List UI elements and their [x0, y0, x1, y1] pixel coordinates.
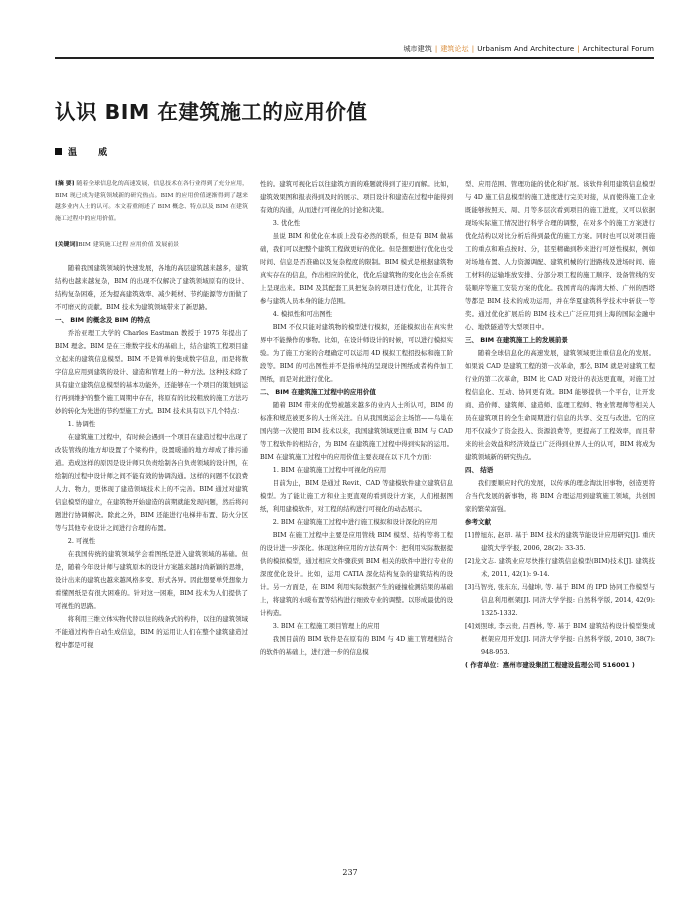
section-3-heading: 三、 BIM 在建筑施工上的发展前景: [465, 336, 568, 344]
reference-item: [1]曾旭东, 赵昂. 基于 BIM 技术的建筑节能设计应用研究[J]. 重庆建筑大学学报, 2006, 28(2): 33-35.: [465, 531, 655, 552]
section-3-paragraph-1: 随着全球信息化的高速发展，建筑领域更注重信息化的发展。如果说 CAD 是建筑工程的第一次革命，那么 BIM 就是对建筑工程行业的第二次革命，BIM 比 CAD 对设计的表达更直观，对施工过程信息化、互动、协同更有效。BIM 能够提供一个平台，让开发商、造价师、建筑师、建造师、监理工程师、物业管理师等相关人员在建筑项目的全生命周期进行信息的共享、交互与改进。它的应用不仅减少了资金投入、资源浪费等，更提高了工程效率，而且带来的社会效益和经济效益已广泛得到业界人士的认可，BIM 将成为建筑领域新的研究热点。: [465, 349, 655, 461]
column-3-continued-paragraph: 型、应用范围、管理功能的优化和扩展。该软件利用建筑信息模型与 4D 施工信息模型的施工进度进行完美对接，从而使得施工企业既能够按照天、周、月等多层次看到项目的施工进度，又可以依据现场实际施工情况进行科学合理的调整，在对多个的施工方案进行优化结构以对比分析后得到最优的施工方案。同时也可以对项目施工的重点和难点按时、分，甚至精确到秒来进行可逆性模拟，例如对场地布置、人力资源调配、建筑机械的行进路线及进场时间、施工材料的运输堆放安排、分部分项工程的施工顺序、设备管线的安装顺序等施工安装方案的优化。我国青岛的海湾大桥、广州的西塔等都是 BIM 技术的成功运用，并在华夏建筑科学技术中斩获一等奖。通过优化扩展后的 BIM 技术已广泛应用到上海的国际金融中心、地铁隧道等大型项目中。: [465, 180, 655, 331]
section-4-heading: 四、 结语: [465, 466, 494, 474]
header-rule: [55, 57, 654, 59]
intro-paragraph: 随着我国建筑领域的快速发展，各地的高层建筑越来越多，建筑结构也越来越复杂，BIM 的出现不仅解决了建筑领域原有的设计、结构复杂困难，还为提高建筑效率、减少耗材、节约能源等方面做了不可磨灭的贡献。BIM 技术为建筑领域带来了新思路。: [55, 263, 248, 311]
section-1-paragraph-6: BIM 不仅只能对建筑物的模型进行模拟，还能模拟出在真实世界中不能操作的事物。比如，在设计师设计的时候，可以进行模拟实验。为了施工方案的合理确定可以运用 4D 模拟工程招投标和施工阶段等。BIM 的可出图性并不是指单纯的呈现设计图纸或者构件加工图纸，而是对此进行优化。: [260, 323, 453, 383]
reference-item: [4]刘照球, 李云贵, 吕西林, 等. 基于 BIM 建筑结构设计模型集成框架应用开发[J]. 同济大学学报: 自然科学版, 2010, 38(7): 948-953.: [465, 622, 655, 656]
section-2-paragraph-4: 我国目前的 BIM 软件是在原有的 BIM 与 4D 施工管理相结合的软件的基础上，进行进一步的信息模: [260, 635, 453, 656]
author-name: 温 威: [68, 148, 117, 158]
header-section: 城市建筑: [403, 45, 432, 53]
header-column-en: Architectural Forum: [582, 45, 654, 53]
abstract-text: 随着全球信息化的高速发展，信息技术在各行业得到了充分应用，BIM 现已成为建筑领域新的研究热点。BIM 的应用价值逐渐得到了越来越多业内人士的认可。本文着重阐述了 BIM 概念、特点以及 BIM 在建筑施工过程中的应用价值。: [55, 181, 248, 222]
section-1-heading: 一、 BIM 的概念及 BIM 的特点: [55, 315, 151, 324]
section-2-paragraph-2: 目前为止，BIM 是通过 Revit、CAD 等建模软件建立建筑信息模型。为了能让施工方和业主更直观的看到设计方案，人们根据图纸，利用建模软件，对工程的结构进行可视化的动态展示。: [260, 479, 453, 513]
keywords-text: BIM 建筑施工过程 应用价值 发展前景: [78, 242, 180, 248]
section-2-subheading-3: 3. BIM 在工程施工项目管理上的应用: [272, 622, 380, 630]
header-journal-en: Urbanism And Architecture: [477, 45, 575, 53]
keywords: [55, 239, 248, 252]
column-3: [465, 178, 655, 672]
keywords-label: [关键词]: [55, 241, 79, 248]
section-2-subheading-1: 1. BIM 在建筑施工过程中可视化的应用: [272, 466, 387, 474]
reference-item: [2]龙文志. 建筑业应尽快推行建筑信息模型(BIM)技术[J]. 建筑技术, 2011, 42(1): 9-14.: [465, 557, 655, 578]
section-1-subheading-4: 4. 模拟性和可出图性: [272, 310, 333, 318]
header-text: 城市建筑 | 建筑论坛 | Urbanism And Architecture | Architectural Forum: [403, 45, 654, 53]
author-line: [55, 145, 116, 158]
section-1-paragraph-4: 将利用三维立体实物代替以往的线条式的构件，以往的建筑领域不能通过构件自动生成信息，BIM 的运用让人们在整个建筑建造过程中都是可视: [55, 614, 248, 649]
section-1-subheading-3: 3. 优化性: [272, 219, 301, 227]
header-column-cn: 建筑论坛: [440, 45, 469, 53]
section-2-heading: 二、 BIM 在建筑施工过程中的应用价值: [260, 388, 376, 396]
section-2-paragraph-1: 随着 BIM 带来的优势被越来越多的业内人士所认可，BIM 的标准和规范被更多的人士所关注。自从我国奥运会主场馆——鸟巢在国内第一次使用 BIM 技术以来，我国建筑领域更注重 BIM 与 CAD 等工程软件的相结合，为 BIM 在建筑施工过程中得到实际的运用。BIM 在建筑施工过程中的应用价值主要表现在以下几个方面：: [260, 401, 453, 461]
column-2-continued-paragraph: 性的。建筑可视化后以往建筑方面的难题就得到了迎刃而解。比如，建筑效果图和报表得到及时的展示、项目设计和建造在过程中能得到有效的沟通，从而进行可视化的讨论和决策。: [260, 180, 453, 214]
section-1-subheading-2: 2. 可视性: [67, 536, 96, 545]
section-1-paragraph-3: 在我国传统的建筑领域学会看图纸是进入建筑领域的基础。但是，随着今年设计师与建筑原本的设计方案越来越时尚新颖的思维，设计出来的建筑也越来越风格多变、形式各异。因此想要单凭想象力看懂图纸是有很大困难的。针对这一困难，BIM 技术为人们提供了可视性的思路。: [55, 549, 248, 610]
section-2-paragraph-3: BIM 在施工过程中主要是应用管线 BIM 模型、结构等将工程的设计进一步深化。体现这种应用的方法有两个：把利用实际数据提供的模拟模型，通过相应文件骤获到 BIM 相关的软件中进行专业的深度优化设计。比如，运用 CATIA 深化结构复杂的建筑结构的设计。另一方面是，在 BIM 利用实际数据产生的碰撞检测结果的基础上，将建筑的水暖布置等结构进行细致专业的调整。以形成最优的设计构造。: [260, 531, 453, 617]
references-title: 参考文献: [465, 518, 491, 526]
section-2-subheading-2: 2. BIM 在建筑施工过程中进行施工模拟和设计深化的应用: [272, 518, 438, 526]
section-4-paragraph-1: 我们要顺应时代的发展，以传承的理念淘汰旧事物，创造更符合当代发展的新事物，将 BIM 合理运用到建筑施工领域，共创国家的繁荣富强。: [465, 479, 655, 513]
section-1-paragraph-5: 虽说 BIM 和优化在本质上没有必然的联系，但是有 BIM 做基础，我们可以把整个建筑工程做更好的优化。但是想要进行优化也受时间、信息是否准确以及复杂程度的限制。BIM 模式是根据建筑物真实存在的信息，作出相应的优化，优化后建筑物的变化也会在系统上呈现出来。BIM 及其配套工具把复杂的项目进行优化，让其符合参与建筑人员本身的能力范围。: [260, 232, 453, 305]
abstract-label: [摘 要]: [55, 180, 75, 187]
reference-item: [3]马智亮, 张东东, 马健坤, 等. 基于 BIM 的 IPD 协同工作模型与信息利用框架[J]. 同济大学学报: 自然科学版, 2014, 42(9): 1325-1332.: [465, 583, 655, 617]
column-2: [260, 178, 453, 659]
section-1-paragraph-2: 在建筑施工过程中，有时候会遇到一个项目在建造过程中出现了改装管线的地方却设置了个梁构件，设置暖通的地方却成了排污通道。造成这样的原因是设计师只负责绘制各自负责领域的设计图，在绘制的过程中设计师之间不能有效的协调沟通。这样的问题不仅浪费人力、物力，更体现了建造领域技术上的不完善。BIM 通过对建筑信息模型的建立，在建筑物开始建造的前期就能发现问题，然后将问题进行协调解决。除此之外，BIM 还能进行电梯井布置、防火分区等与其他专业设计之间进行合理的布置。: [55, 432, 248, 532]
abstract: [55, 178, 248, 225]
section-1-subheading-1: 1. 协调性: [67, 419, 96, 428]
article-title: 认识 BIM 在建筑施工的应用价值: [55, 100, 368, 124]
running-header: [0, 40, 700, 60]
page-number: 237: [342, 868, 358, 877]
author-affiliation: ( 作者单位：惠州市建设集团工程建设监理公司 516001 ): [465, 661, 635, 669]
column-1: [55, 178, 248, 652]
section-1-paragraph-1: 乔治亚理工大学的 Charles Eastman 教授于 1975 年提出了 BIM 理念。BIM 是在三维数字技术的基础上，结合建筑工程项目建立起来的建筑信息模型。BIM 不是简单的集成数字信息，而是将数字信息应用到建筑的设计、建造和管理上的一种方法。这种技术除了具有建立建筑信息模型的基本功能外，还能够在一个项目的策划到运行再到维护的整个施工周期中存在，将原有的比较粗放的施工方法巧妙的转化为先进的节约型施工方式。BIM 技术具有以下几个特点：: [55, 328, 248, 415]
author-square-icon: [55, 148, 62, 155]
